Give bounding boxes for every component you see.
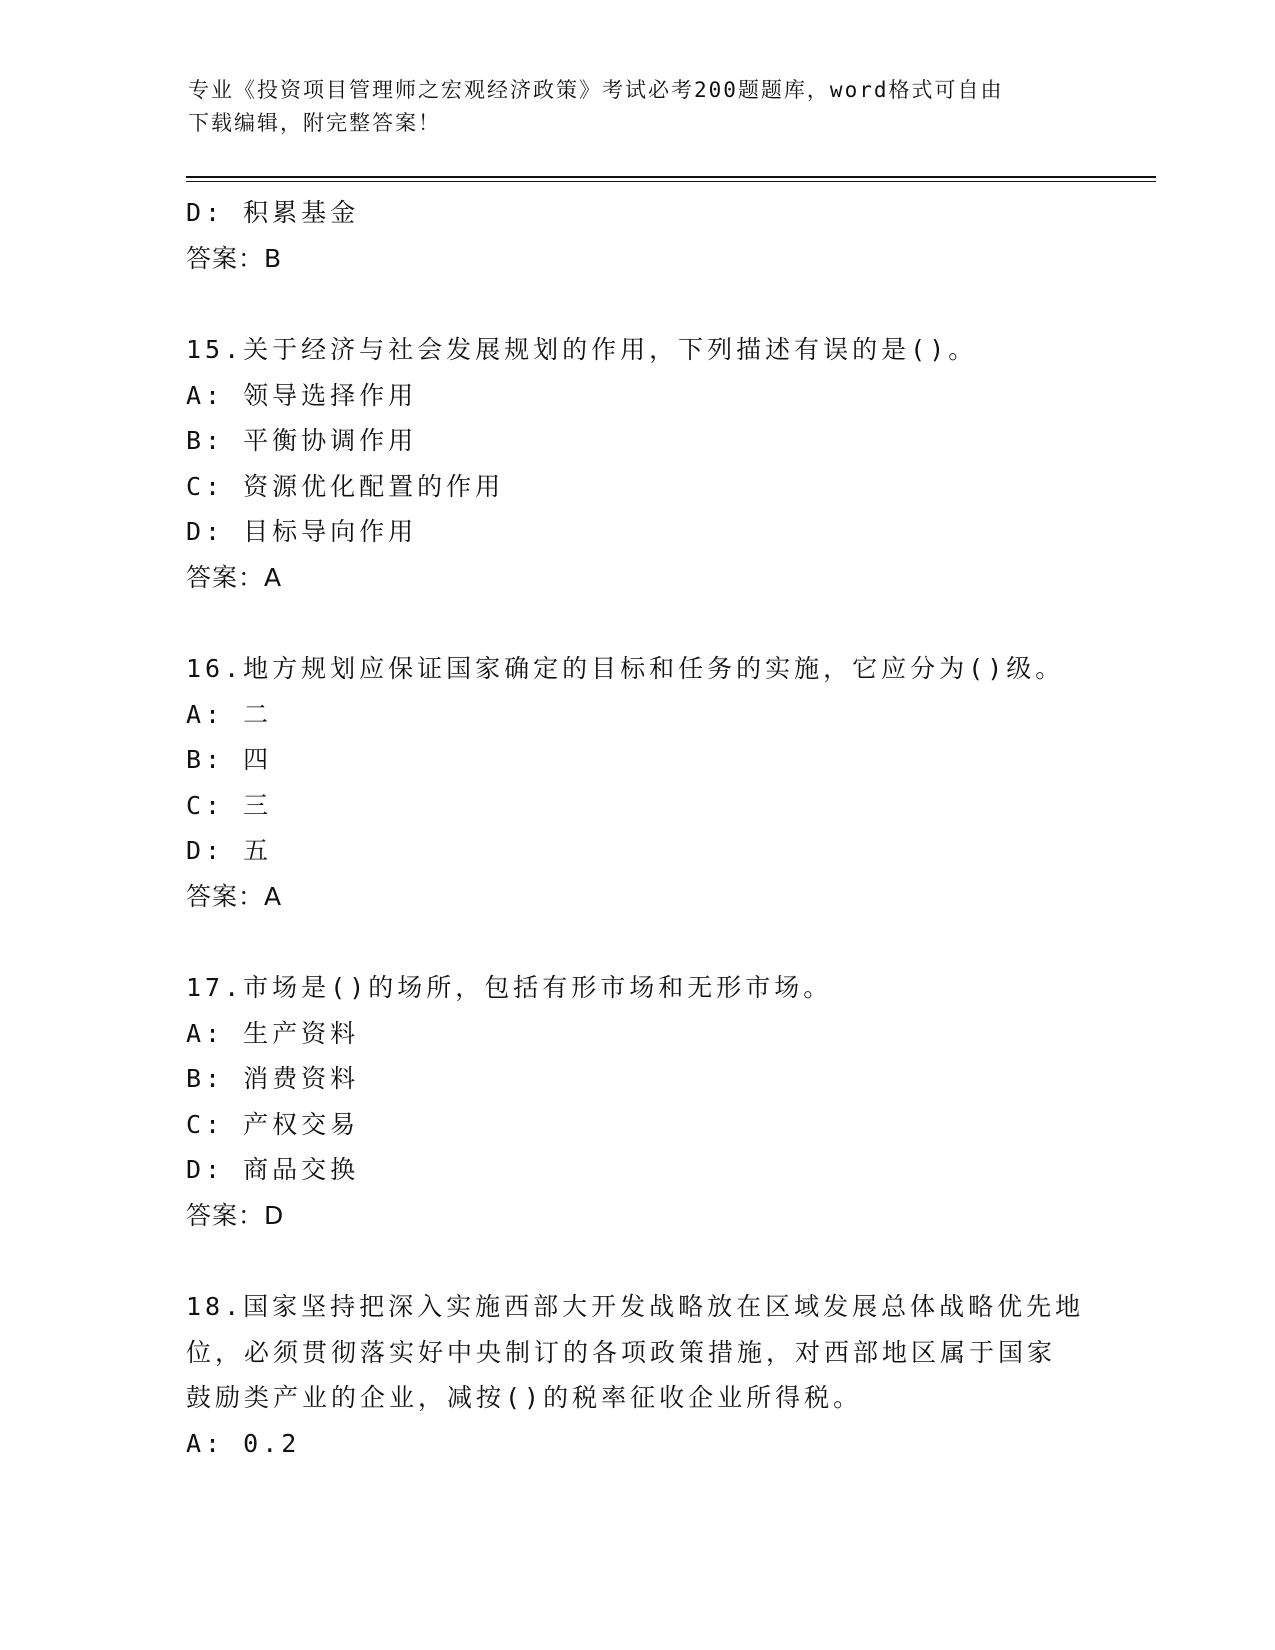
- question-title-line-1: 18.国家坚持把深入实施西部大开发战略放在区域发展总体战略优先地: [186, 1292, 1085, 1321]
- option-c: C: 三: [186, 790, 273, 820]
- option-d: D: 五: [186, 836, 273, 865]
- document-body: [186, 190, 1086, 1466]
- option-d: D: 商品交换: [186, 1155, 360, 1184]
- option-a: A: 领导选择作用: [186, 380, 418, 410]
- option-a: A: 二: [186, 699, 273, 729]
- answer-line: 答案：B: [186, 243, 283, 273]
- question-15: [186, 327, 1086, 600]
- header-rule-thin: [186, 181, 1156, 182]
- question-16: [186, 646, 1086, 919]
- option-a: A: 0.2: [186, 1428, 301, 1458]
- question-18: [186, 1284, 1086, 1466]
- option-d: D: 目标导向作用: [186, 517, 418, 546]
- option-c: C: 产权交易: [186, 1109, 360, 1139]
- previous-question-tail: [186, 190, 1086, 281]
- document-header: [188, 74, 1068, 140]
- header-line-1: 专业《投资项目管理师之宏观经济政策》考试必考200题题库，word格式可自由: [188, 78, 1004, 102]
- option-b: B: 四: [186, 745, 273, 774]
- answer-line: 答案：D: [186, 1200, 285, 1230]
- question-title-line-2: 位，必须贯彻落实好中央制订的各项政策措施，对西部地区属于国家: [186, 1337, 1057, 1367]
- header-line-2: 下载编辑，附完整答案！: [188, 111, 441, 135]
- answer-line: 答案：A: [186, 881, 283, 911]
- option-b: B: 消费资料: [186, 1064, 360, 1093]
- option-b: B: 平衡协调作用: [186, 426, 418, 455]
- option-c: C: 资源优化配置的作用: [186, 471, 505, 501]
- question-title-line-3: 鼓励类产业的企业，减按()的税率征收企业所得税。: [186, 1383, 863, 1412]
- answer-line: 答案：A: [186, 562, 283, 592]
- header-rule-thick: [186, 176, 1156, 178]
- question-title: 17.市场是()的场所，包括有形市场和无形市场。: [186, 973, 833, 1002]
- question-title: 15.关于经济与社会发展规划的作用，下列描述有误的是()。: [186, 335, 978, 364]
- option-d: D: 积累基金: [186, 198, 360, 227]
- question-17: [186, 965, 1086, 1238]
- question-title: 16.地方规划应保证国家确定的目标和任务的实施，它应分为()级。: [186, 654, 1065, 683]
- option-a: A: 生产资料: [186, 1018, 360, 1048]
